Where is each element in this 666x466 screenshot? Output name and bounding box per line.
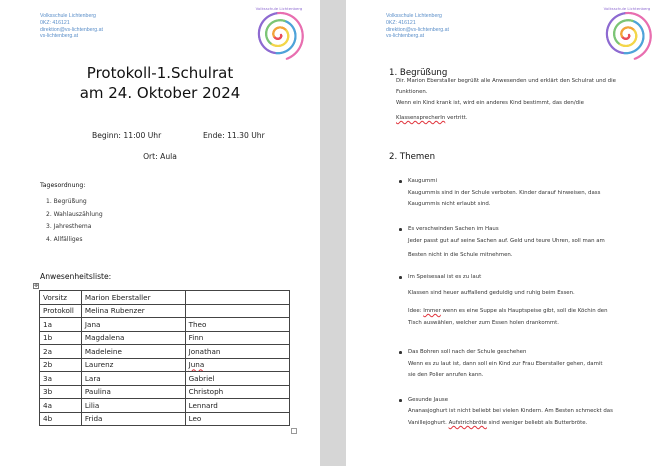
school-name: Volksschule Lichtenberg: [40, 13, 96, 19]
school-email: direktion@vs-lichtenberg.at: [386, 26, 449, 33]
table-cell[interactable]: Jana: [81, 318, 185, 332]
greeting-line: Dir. Marion Eberstaller begrüßt alle Anwesenden und erklärt den Schulrat und die: [396, 78, 616, 84]
topic-line: Ananasjoghurt ist nicht beliebt bei vielen Kindern. Am Besten schmeckt das: [408, 408, 613, 414]
table-cell[interactable]: Lennard: [185, 399, 289, 413]
table-cell[interactable]: Marion Eberstaller: [81, 291, 185, 305]
table-cell[interactable]: 3a: [40, 372, 82, 386]
table-resize-handle[interactable]: [291, 428, 297, 434]
document-page-2: [346, 0, 666, 466]
logo-label: Volksschule Lichtenberg: [255, 5, 303, 11]
bullet-icon: [399, 228, 402, 231]
topic-title: Kaugummi: [408, 176, 437, 187]
table-cell[interactable]: 3b: [40, 385, 82, 399]
section-heading-greeting: 1. Begrüßung: [389, 68, 448, 78]
document-page-1: [0, 0, 320, 466]
topic-title: Gesunde Jause: [408, 395, 448, 406]
topic-line: Idee: Immer wenn es eine Suppe als Hauptspeise gibt, soll die Köchin den: [408, 308, 608, 314]
table-cell[interactable]: Vorsitz: [40, 291, 82, 305]
school-header: [40, 13, 103, 40]
agenda-item: 4. Allfälliges: [46, 235, 83, 243]
table-row: [40, 412, 290, 426]
school-logo-icon: [598, 3, 656, 61]
table-cell[interactable]: 2b: [40, 358, 82, 372]
topic-line: Kaugummis nicht erlaubt sind.: [408, 201, 491, 207]
table-cell[interactable]: Lilia: [81, 399, 185, 413]
table-row: [40, 385, 290, 399]
table-cell[interactable]: Magdalena: [81, 331, 185, 345]
topic-line: Besten nicht in die Schule mitnehmen.: [408, 252, 513, 258]
attendance-heading: Anwesenheitsliste:: [40, 272, 112, 281]
table-cell[interactable]: 4b: [40, 412, 82, 426]
page-title-line-2: am 24. Oktober 2024: [79, 84, 241, 102]
school-web: vs-lichtenberg.at: [40, 33, 79, 40]
meeting-end: Ende: 11.30 Uhr: [203, 131, 265, 140]
topic-title: Das Bohren soll nach der Schule geschehen: [408, 347, 526, 358]
table-row: [40, 345, 290, 359]
agenda-item: 2. Wahlauszählung: [46, 210, 103, 218]
bullet-icon: [399, 180, 402, 183]
topic-title: Es verschwinden Sachen im Haus: [408, 224, 499, 235]
meeting-begin: Beginn: 11:00 Uhr: [92, 131, 162, 140]
section-heading-topics: 2. Themen: [389, 152, 436, 162]
page-title-line-1: Protokoll-1.Schulrat: [86, 64, 234, 82]
bullet-icon: [399, 351, 402, 354]
topic-line: Klassen sind heuer auffallend geduldig und ruhig beim Essen.: [408, 290, 575, 296]
bullet-icon: [399, 399, 402, 402]
table-cell[interactable]: Laurenz: [81, 358, 185, 372]
topic-line: Tisch auswählen, welcher zum Essen holen drankommt.: [408, 320, 559, 326]
table-row: [40, 372, 290, 386]
school-name: Volksschule Lichtenberg: [386, 13, 442, 19]
table-cell[interactable]: Melina Rubenzer: [81, 304, 185, 318]
table-cell[interactable]: Gabriel: [185, 372, 289, 386]
table-cell[interactable]: 1b: [40, 331, 82, 345]
table-cell[interactable]: Madeleine: [81, 345, 185, 359]
agenda-item: 3. Jahresthema: [46, 223, 92, 230]
topic-title: Im Speisesaal ist es zu laut: [408, 272, 481, 283]
school-web: vs-lichtenberg.at: [386, 33, 425, 40]
school-header: [386, 13, 449, 40]
agenda-list: [46, 196, 103, 246]
school-logo-icon: [250, 3, 308, 61]
greeting-line: KlassensprecherIn vertritt.: [396, 115, 468, 121]
topic-line: Vanillejoghurt. Aufstrichbröte sind weniger beliebt als Butterbröte.: [408, 420, 588, 426]
table-cell[interactable]: Jonathan: [185, 345, 289, 359]
table-cell[interactable]: [185, 304, 289, 318]
table-row: [40, 399, 290, 413]
table-cell[interactable]: Leo: [185, 412, 289, 426]
topic-line: Jeder passt gut auf seine Sachen auf. Geld und teure Uhren, soll man am: [408, 238, 605, 244]
table-cell[interactable]: Lara: [81, 372, 185, 386]
table-cell[interactable]: Protokoll: [40, 304, 82, 318]
table-cell[interactable]: Finn: [185, 331, 289, 345]
school-phone: 0KZ: 416121: [40, 19, 70, 26]
table-cell[interactable]: Paulina: [81, 385, 185, 399]
greeting-line: Funktionen.: [396, 89, 428, 95]
table-cell[interactable]: Juna: [185, 358, 289, 372]
spellcheck-word[interactable]: Aufstrichbröte: [448, 420, 487, 426]
meeting-location: Ort: Aula: [143, 152, 177, 161]
agenda-item: 1. Begrüßung: [46, 198, 87, 205]
bullet-icon: [399, 276, 402, 279]
topic-line: Kaugummis sind in der Schule verboten. Kinder darauf hinweisen, dass: [408, 190, 601, 196]
table-cell[interactable]: 2a: [40, 345, 82, 359]
table-cell[interactable]: Christoph: [185, 385, 289, 399]
topic-line: Wenn es zu laut ist, dann soll ein Kind zur Frau Eberstaller gehen, damit: [408, 361, 603, 367]
table-cell[interactable]: 1a: [40, 318, 82, 332]
table-move-handle-icon[interactable]: ✥: [34, 283, 39, 289]
school-email: direktion@vs-lichtenberg.at: [40, 26, 103, 33]
table-row: [40, 358, 290, 372]
table-cell[interactable]: [185, 291, 289, 305]
greeting-line: Wenn ein Kind krank ist, wird ein anderes Kind bestimmt, das den/die: [396, 100, 584, 106]
logo-label: Volksschule Lichtenberg: [603, 5, 651, 11]
topic-line: sie den Polier anrufen kann.: [408, 372, 484, 378]
table-row: [40, 304, 290, 318]
table-row: [40, 331, 290, 345]
table-cell[interactable]: 4a: [40, 399, 82, 413]
school-phone: 0KZ: 416121: [386, 19, 416, 26]
table-row: [40, 318, 290, 332]
spellcheck-word[interactable]: KlassensprecherIn: [396, 115, 446, 121]
table-cell[interactable]: Theo: [185, 318, 289, 332]
attendance-table: [39, 290, 290, 426]
agenda-heading: Tagesordnung:: [40, 182, 86, 189]
table-row: [40, 291, 290, 305]
spellcheck-word[interactable]: Immer: [423, 308, 441, 314]
table-cell[interactable]: Frida: [81, 412, 185, 426]
